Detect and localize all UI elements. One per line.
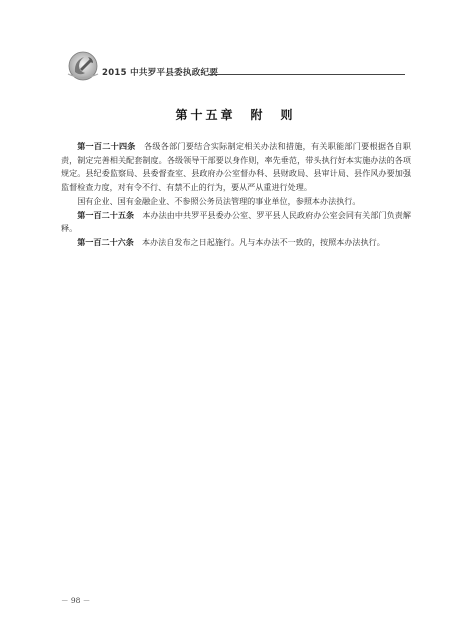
chapter-body	[61, 140, 411, 250]
article-label: 第一百二十四条	[77, 141, 136, 151]
party-emblem-icon	[66, 50, 100, 82]
article-label: 第一百二十五条	[77, 209, 135, 220]
article-text: 各级各部门要结合实际制定相关办法和措施，有关职能部门要根据各自职责，制定完善相关配套制度。各级领导干部要以身作则，率先垂范，带头执行好本实施办法的各项规定。县纪委监察局、县委督查室、县政府办公室督办科、县财政局、县审计局、县作风办要加强监督检查力度，对有令不行、有禁不止的行为，要从严从重进行处理。	[61, 141, 411, 193]
article-paragraph	[61, 140, 411, 195]
article-paragraph	[61, 236, 411, 250]
article-text: 国有企业、国有金融企业、不参照公务员法管理的事业单位，参照本办法执行。	[77, 195, 361, 206]
running-header-title: 2015 中共罗平县委执政纪要	[102, 68, 219, 78]
header-rule	[208, 74, 405, 75]
article-label: 第一百二十六条	[77, 236, 134, 247]
page-number: － 98 －	[61, 596, 91, 605]
article-text: 本办法由中共罗平县委办公室、罗平县人民政府办公室会同有关部门负责解释。	[61, 209, 411, 234]
chapter-title: 第十五章 附 则	[175, 108, 296, 122]
article-paragraph	[61, 195, 411, 209]
article-paragraph	[61, 209, 411, 236]
article-text: 本办法自发布之日起施行。凡与本办法不一致的，按照本办法执行。	[141, 236, 385, 247]
